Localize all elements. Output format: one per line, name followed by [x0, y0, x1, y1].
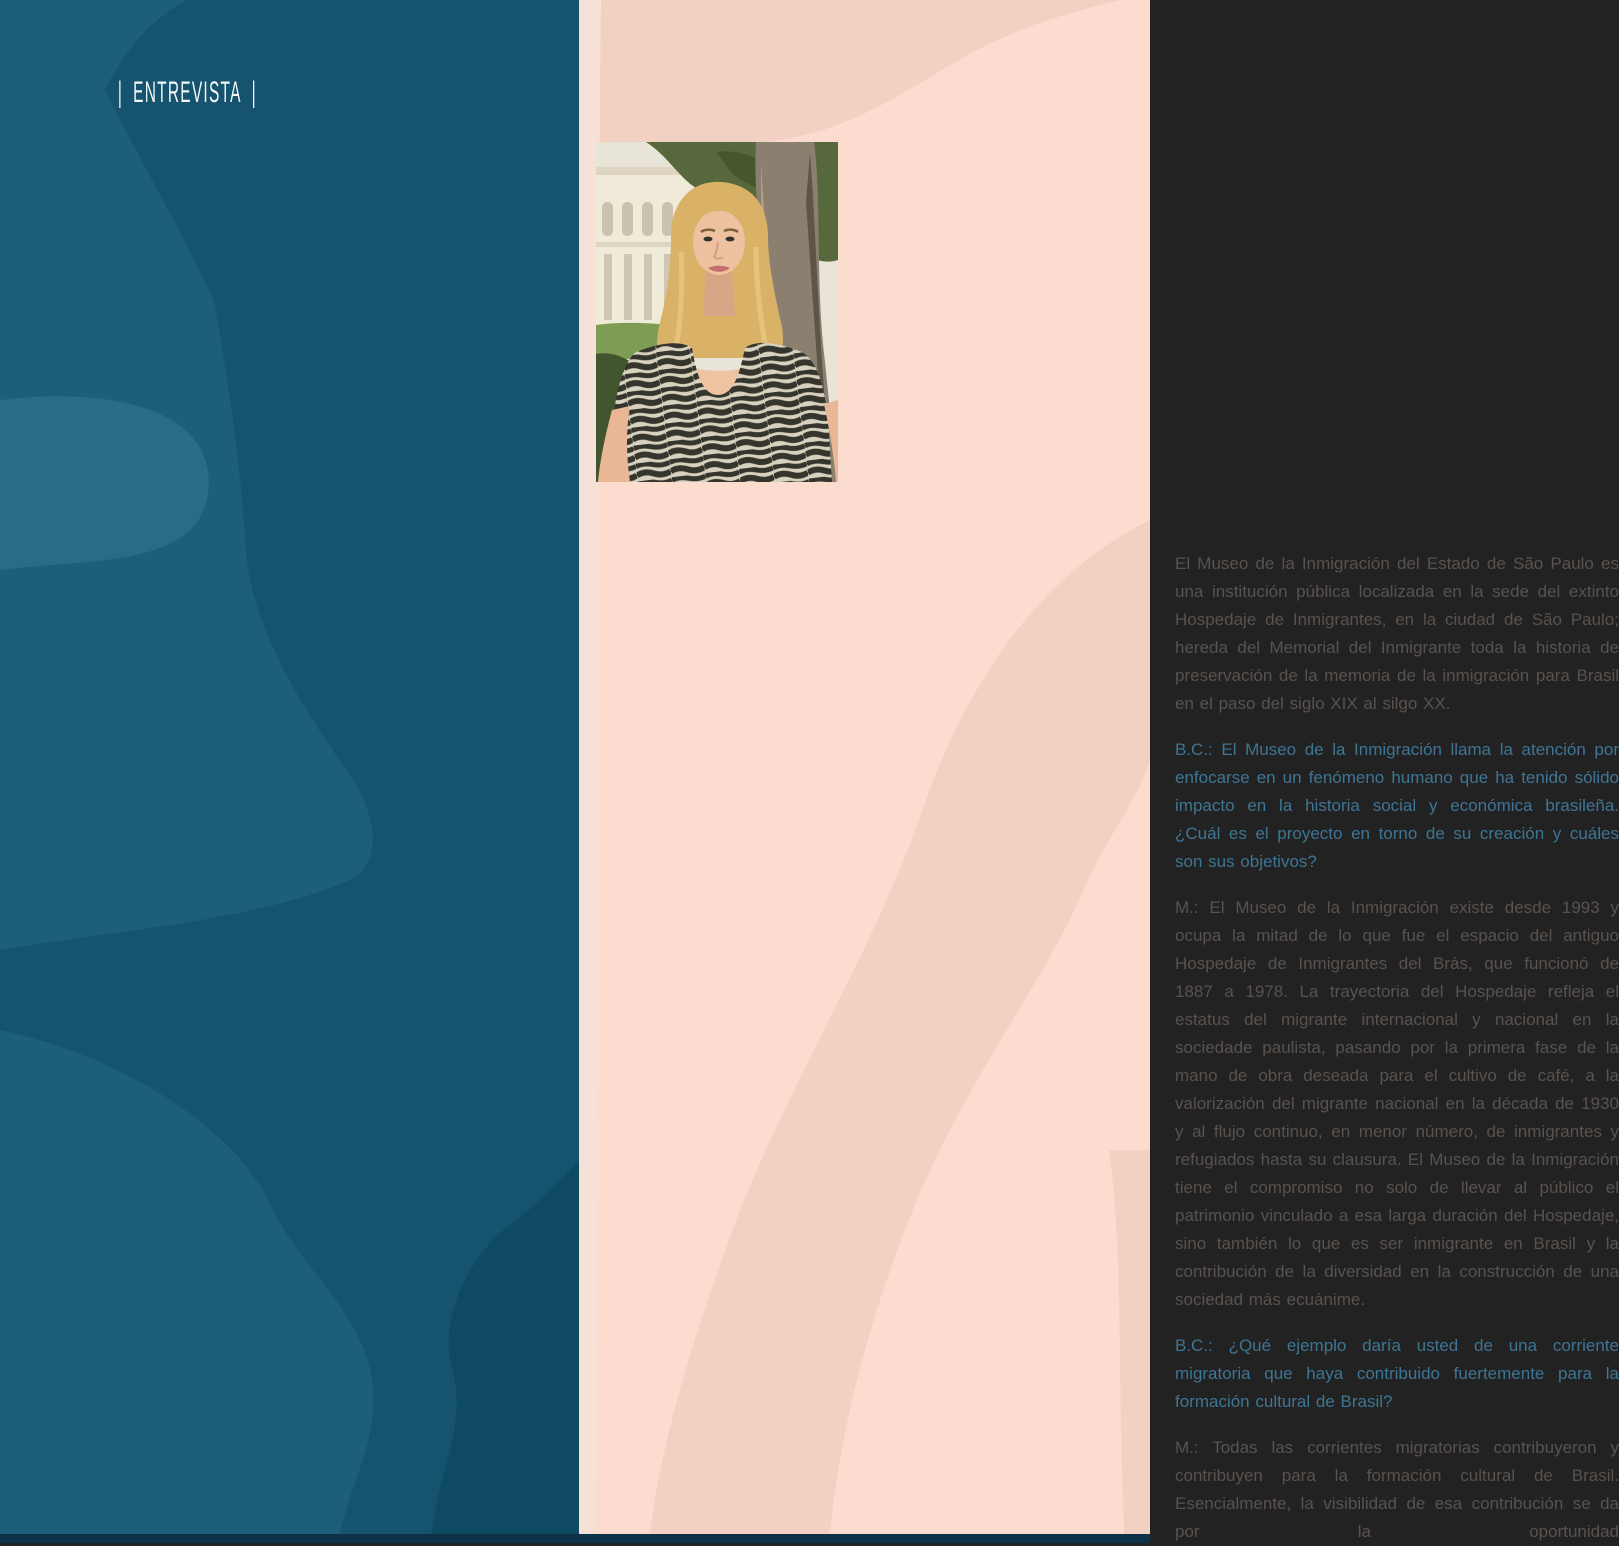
section-label: ENTREVISTA [133, 76, 242, 110]
left-panel [0, 0, 579, 1543]
answer-paragraph: M.: Todas las corrientes migratorias contribuyeron y contribuyen para la formación cultural de Brasil. Esencialmente, la visibilidad de esa contribución se da por la oportunidad [1175, 1438, 1619, 1541]
bottom-bar [0, 1534, 1150, 1543]
answer-paragraph: M.: El Museo de la Inmigración existe desde 1993 y ocupa la mitad de lo que fue el espacio del antiguo Hospedaje de Inmigrantes del Brás, que funcionó de 1887 a 1978. La trayectoria del Hospedaje refleja el estatus del migrante internacional y nacional en la sociedade paulista, pasando por la primera fase de la mano de obra deseada para el cultivo de café, a la valorización del migrante nacional en la década de 1930 y al flujo continuo, en menor número, de inmigrantes y refugiados hasta su clausura. El Museo de la Inmigración tiene el compromiso no solo de llevar al público el patrimonio vinculado a esa larga duración del Hospedaje, sino también lo que es ser inmigrante en Brasil y la contribución de la diversidad en la construcción de una sociedad más ecuánime. [1175, 898, 1619, 1309]
intro-paragraph: El Museo de la Inmigración del Estado de São Paulo es una institución pública localizada en la sede del extinto Hospedaje de Inmigrantes, en la ciudad de São Paulo; hereda del Memorial del Inmigrante toda la historia de preservación de la memoria de la inmigración para Brasil en el paso del siglo XIX al silgo XX. [1175, 554, 1619, 713]
tag-bar-right-icon: | [251, 76, 257, 110]
article-column [1175, 550, 1619, 1546]
question-paragraph: B.C.: ¿Qué ejemplo daría usted de una corriente migratoria que haya contribuido fuertemente para la formación cultural de Brasil? [1175, 1336, 1619, 1411]
portrait-photo [596, 142, 838, 482]
question-paragraph: B.C.: El Museo de la Inmigración llama la atención por enfocarse en un fenómeno humano que ha tenido sólido impacto en la historia social y económica brasileña. ¿Cuál es el proyecto en torno de su creación y cuáles son sus objetivos? [1175, 740, 1619, 871]
section-tag [108, 76, 267, 110]
teal-waves-art [0, 0, 579, 1543]
tag-bar-left-icon: | [117, 76, 124, 110]
